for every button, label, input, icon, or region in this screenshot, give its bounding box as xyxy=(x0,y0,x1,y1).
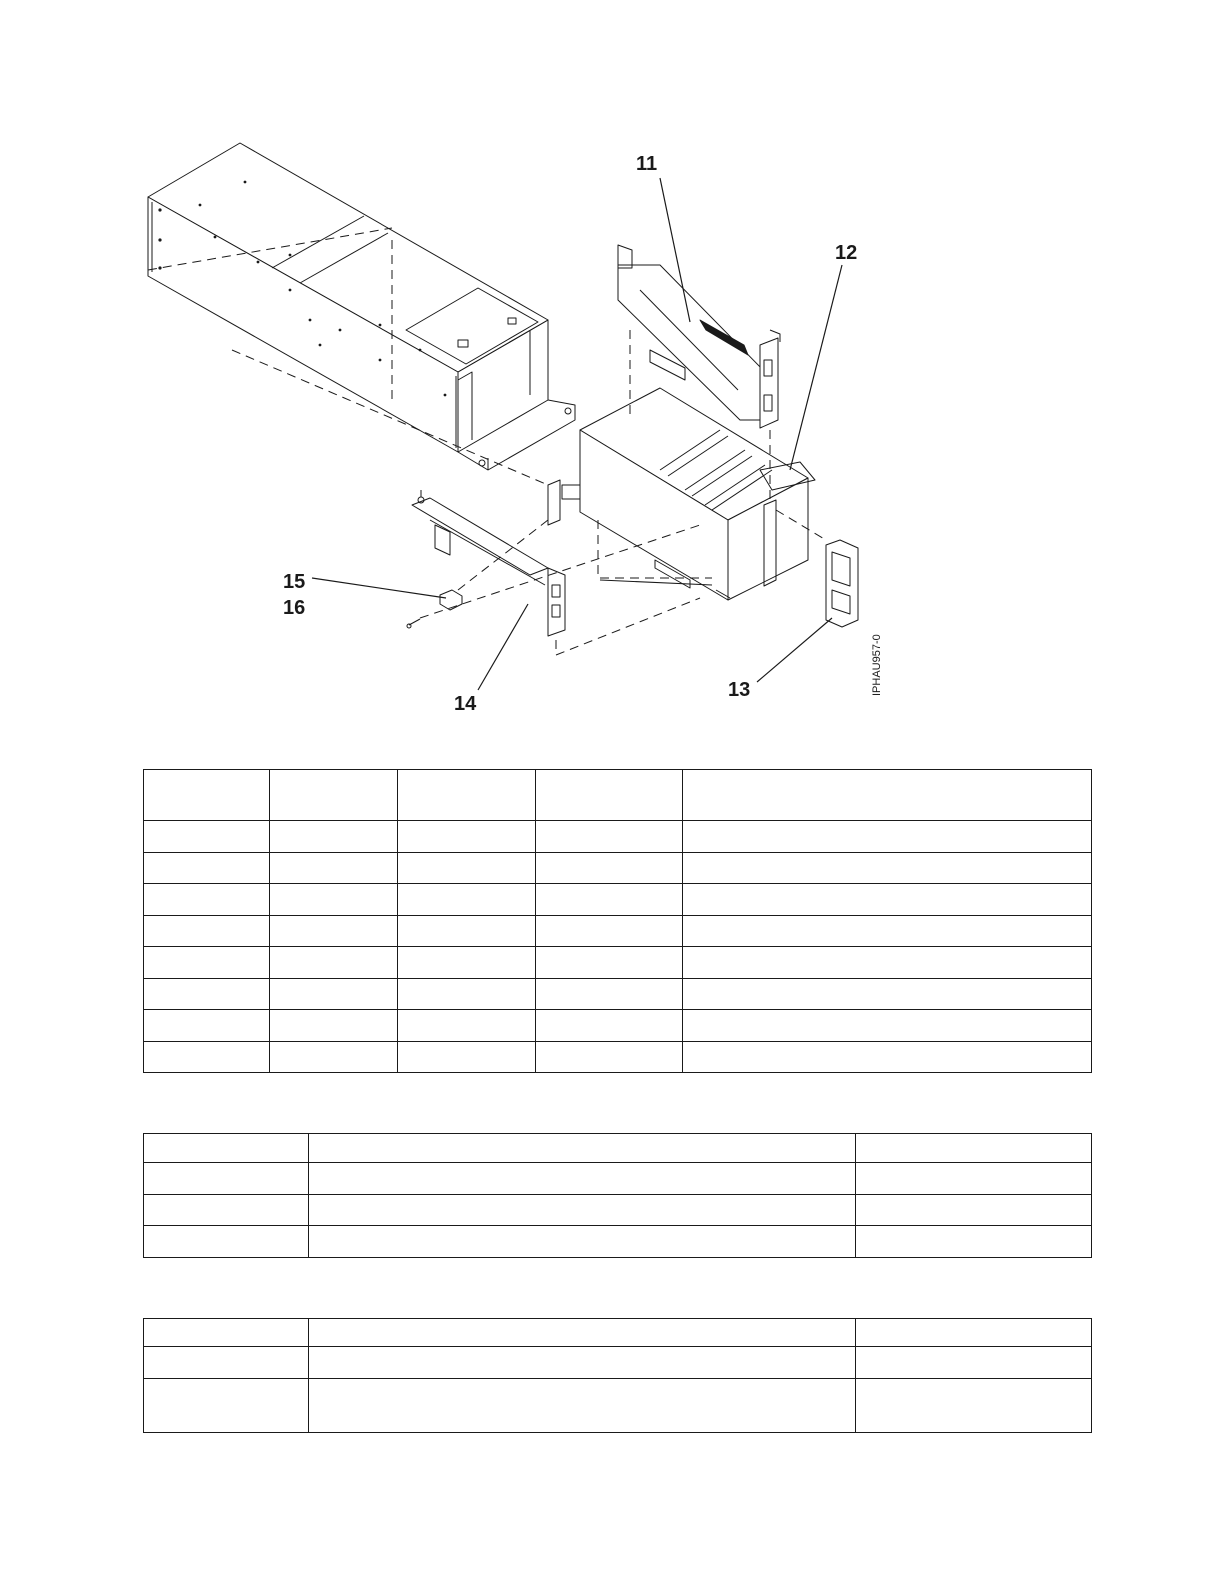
table-cell xyxy=(270,979,398,1010)
table-cell xyxy=(270,1042,398,1073)
table-row xyxy=(144,884,1092,916)
table-header-row xyxy=(144,1134,1092,1163)
table-cell xyxy=(536,916,683,947)
table-row xyxy=(144,1379,1092,1433)
table-cell xyxy=(683,853,1092,884)
secondary-table xyxy=(143,1133,1092,1258)
table-row xyxy=(144,947,1092,979)
table-cell xyxy=(144,1379,309,1433)
table-cell xyxy=(683,821,1092,853)
table-cell xyxy=(683,770,1092,821)
table-cell xyxy=(144,1163,309,1195)
table-header-row xyxy=(144,1319,1092,1347)
table-cell xyxy=(270,770,398,821)
table-row xyxy=(144,853,1092,884)
callout-13: 13 xyxy=(728,679,751,701)
table-cell xyxy=(683,947,1092,979)
table-cell xyxy=(144,916,270,947)
table-cell xyxy=(856,1226,1092,1258)
table-cell xyxy=(536,853,683,884)
table-cell xyxy=(144,979,270,1010)
table-cell xyxy=(144,1319,309,1347)
table-cell xyxy=(856,1347,1092,1379)
table-cell xyxy=(683,1010,1092,1042)
table-cell xyxy=(683,916,1092,947)
table-cell xyxy=(398,916,536,947)
table-cell xyxy=(144,1134,309,1163)
table-cell xyxy=(536,821,683,853)
table-cell xyxy=(144,1195,309,1226)
table-cell xyxy=(536,1042,683,1073)
table-cell xyxy=(536,947,683,979)
table-cell xyxy=(398,947,536,979)
callout-16: 16 xyxy=(283,597,306,619)
table-cell xyxy=(144,1010,270,1042)
table-cell xyxy=(144,884,270,916)
table-cell xyxy=(309,1134,856,1163)
tertiary-table xyxy=(143,1318,1092,1433)
table-row xyxy=(144,1195,1092,1226)
parts-table xyxy=(143,769,1092,1073)
table-cell xyxy=(398,821,536,853)
table-cell xyxy=(398,770,536,821)
callout-15: 15 xyxy=(283,571,306,593)
table-cell xyxy=(144,1226,309,1258)
table-row xyxy=(144,1010,1092,1042)
table-cell xyxy=(398,1010,536,1042)
table-row xyxy=(144,1347,1092,1379)
table-row xyxy=(144,979,1092,1010)
exploded-view-figure xyxy=(0,0,1224,740)
table-cell xyxy=(309,1163,856,1195)
table-row xyxy=(144,821,1092,853)
table-cell xyxy=(856,1134,1092,1163)
table-cell xyxy=(309,1347,856,1379)
table-cell xyxy=(683,979,1092,1010)
table-cell xyxy=(536,979,683,1010)
table-cell xyxy=(144,1347,309,1379)
filler-panel-drawing xyxy=(826,540,858,627)
table-cell xyxy=(309,1195,856,1226)
table-row xyxy=(144,1042,1092,1073)
table-cell xyxy=(144,1042,270,1073)
table-header-row xyxy=(144,770,1092,821)
table-cell xyxy=(270,821,398,853)
front-panel-card-drawing xyxy=(407,490,565,636)
table-cell xyxy=(398,884,536,916)
table-cell xyxy=(144,821,270,853)
table-cell xyxy=(270,1010,398,1042)
table-cell xyxy=(398,853,536,884)
table-cell xyxy=(144,947,270,979)
callout-11: 11 xyxy=(636,153,658,175)
figure-id: IPHAU957-0 xyxy=(871,634,883,696)
table-row xyxy=(144,1226,1092,1258)
table-cell xyxy=(398,1042,536,1073)
table-cell xyxy=(270,916,398,947)
table-cell xyxy=(309,1226,856,1258)
table-row xyxy=(144,1163,1092,1195)
table-cell xyxy=(398,979,536,1010)
table-cell xyxy=(270,947,398,979)
table-cell xyxy=(683,1042,1092,1073)
table-cell xyxy=(309,1379,856,1433)
table-cell xyxy=(270,884,398,916)
callout-12: 12 xyxy=(835,242,858,264)
enclosure-drawing xyxy=(148,143,575,470)
table-cell xyxy=(856,1379,1092,1433)
callout-14: 14 xyxy=(454,693,477,715)
table-cell xyxy=(270,853,398,884)
table-cell xyxy=(683,884,1092,916)
table-cell xyxy=(144,770,270,821)
table-row xyxy=(144,916,1092,947)
table-cell xyxy=(309,1319,856,1347)
table-cell xyxy=(856,1195,1092,1226)
table-cell xyxy=(856,1319,1092,1347)
table-cell xyxy=(856,1163,1092,1195)
table-cell xyxy=(536,770,683,821)
table-cell xyxy=(144,853,270,884)
table-cell xyxy=(536,884,683,916)
table-cell xyxy=(536,1010,683,1042)
